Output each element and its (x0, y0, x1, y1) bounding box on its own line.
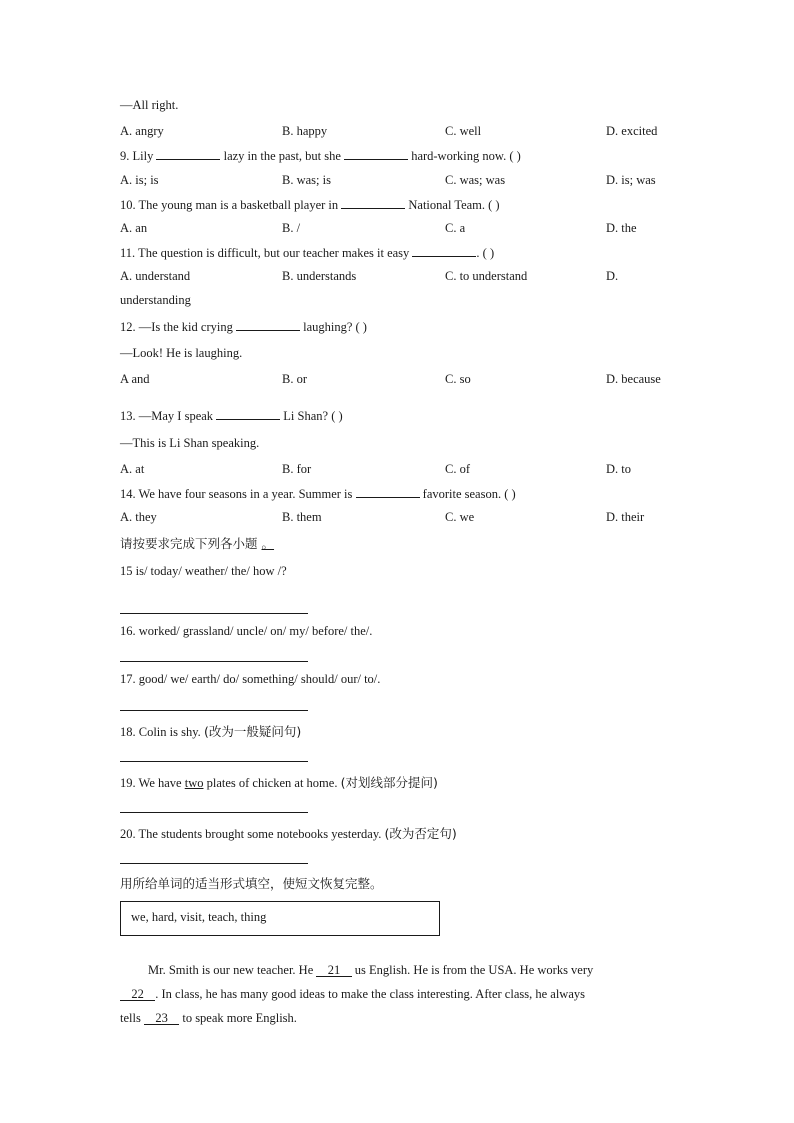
q9-option-d[interactable]: D. is; was (606, 173, 656, 187)
section2-instruction: 请按要求完成下列各小题 。 (120, 536, 275, 551)
q12-option-d[interactable]: D. because (606, 372, 661, 386)
q12-stem: 12. —Is the kid crying laughing? ( ) (120, 320, 367, 334)
q11-stem: 11. The question is difficult, but our teacher makes it easy . ( ) (120, 246, 495, 260)
q14-stem: 14. We have four seasons in a year. Summer is favorite season. ( ) (120, 487, 516, 501)
q13-option-d[interactable]: D. to (606, 462, 631, 476)
q11-option-c[interactable]: C. to understand (445, 269, 528, 283)
blank-22[interactable]: 22 (120, 988, 155, 1001)
blank-23[interactable]: 23 (144, 1012, 179, 1025)
q15-answer-line[interactable] (120, 613, 308, 614)
q10-options (120, 221, 680, 237)
q9-options (120, 173, 680, 189)
q10-option-d[interactable]: D. the (606, 221, 637, 235)
q13-options (120, 462, 680, 478)
passage-line-3: tells 23 to speak more English. (120, 1011, 297, 1025)
q13-option-c[interactable]: C. of (445, 462, 470, 476)
q14-blank[interactable] (356, 486, 420, 498)
q12-options (120, 372, 680, 388)
q8-option-c[interactable]: C. well (445, 124, 482, 138)
q9-option-b[interactable]: B. was; is (282, 173, 331, 187)
q12-blank[interactable] (236, 319, 300, 331)
blank-21[interactable]: 21 (316, 964, 351, 977)
q16-answer-line[interactable] (120, 661, 308, 662)
q8-option-b[interactable]: B. happy (282, 124, 328, 138)
q11-option-d-text[interactable]: understanding (120, 293, 191, 307)
q17-answer-line[interactable] (120, 710, 308, 711)
q10-stem: 10. The young man is a basketball player in National Team. ( ) (120, 198, 500, 212)
q9-blank-1[interactable] (156, 148, 220, 160)
q14-option-b[interactable]: B. them (282, 510, 322, 524)
q14-option-a[interactable]: A. they (120, 510, 157, 524)
q20-prompt: 20. The students brought some notebooks yesterday. (改为否定句) (120, 826, 457, 841)
q19-prompt: 19. We have two plates of chicken at home. (对划线部分提问) (120, 775, 438, 790)
q8-option-a[interactable]: A. angry (120, 124, 164, 138)
q12-option-c[interactable]: C. so (445, 372, 471, 386)
q19-answer-line[interactable] (120, 812, 308, 813)
q18-prompt: 18. Colin is shy. (改为一般疑问句) (120, 724, 302, 739)
q8-reply: —All right. (120, 98, 179, 112)
word-bank-words: we, hard, visit, teach, thing (131, 910, 267, 924)
q10-option-c[interactable]: C. a (445, 221, 466, 235)
q13-blank[interactable] (216, 408, 280, 420)
passage-line-1: Mr. Smith is our new teacher. He 21 us English. He is from the USA. He works very (148, 963, 594, 977)
q9-option-c[interactable]: C. was; was (445, 173, 506, 187)
passage-line-2: 22 . In class, he has many good ideas to make the class interesting. After class, he always (120, 987, 585, 1002)
q20-answer-line[interactable] (120, 863, 308, 864)
q10-option-b[interactable]: B. / (282, 221, 301, 235)
q11-options (120, 269, 680, 285)
q17-prompt: 17. good/ we/ earth/ do/ something/ should/ our/ to/. (120, 672, 381, 686)
q14-options (120, 510, 680, 526)
q11-option-d[interactable]: D. (606, 269, 619, 283)
q13-reply: —This is Li Shan speaking. (120, 436, 260, 450)
q18-answer-line[interactable] (120, 761, 308, 762)
q12-option-a[interactable]: A and (120, 372, 150, 386)
q8-option-d[interactable]: D. excited (606, 124, 658, 138)
q19-underlined-word: two (184, 776, 204, 790)
q12-option-b[interactable]: B. or (282, 372, 307, 386)
q11-blank[interactable] (412, 245, 476, 257)
q14-option-d[interactable]: D. their (606, 510, 645, 524)
q9-blank-2[interactable] (344, 148, 408, 160)
q9-stem: 9. Lily lazy in the past, but she hard-working now. ( ) (120, 149, 521, 163)
q14-option-c[interactable]: C. we (445, 510, 475, 524)
q15-prompt: 15 is/ today/ weather/ the/ how /? (120, 564, 287, 578)
q13-stem: 13. —May I speak Li Shan? ( ) (120, 409, 343, 423)
q13-option-a[interactable]: A. at (120, 462, 145, 476)
q11-option-b[interactable]: B. understands (282, 269, 357, 283)
q16-prompt: 16. worked/ grassland/ uncle/ on/ my/ before/ the/. (120, 624, 373, 638)
section3-instruction: 用所给单词的适当形式填空，使短文恢复完整。 (120, 876, 383, 891)
word-bank-box (120, 901, 440, 936)
q10-blank[interactable] (341, 197, 405, 209)
q10-option-a[interactable]: A. an (120, 221, 148, 235)
q11-option-a[interactable]: A. understand (120, 269, 191, 283)
q12-reply: —Look! He is laughing. (120, 346, 243, 360)
q8-options (120, 124, 680, 140)
q9-option-a[interactable]: A. is; is (120, 173, 159, 187)
q13-option-b[interactable]: B. for (282, 462, 312, 476)
